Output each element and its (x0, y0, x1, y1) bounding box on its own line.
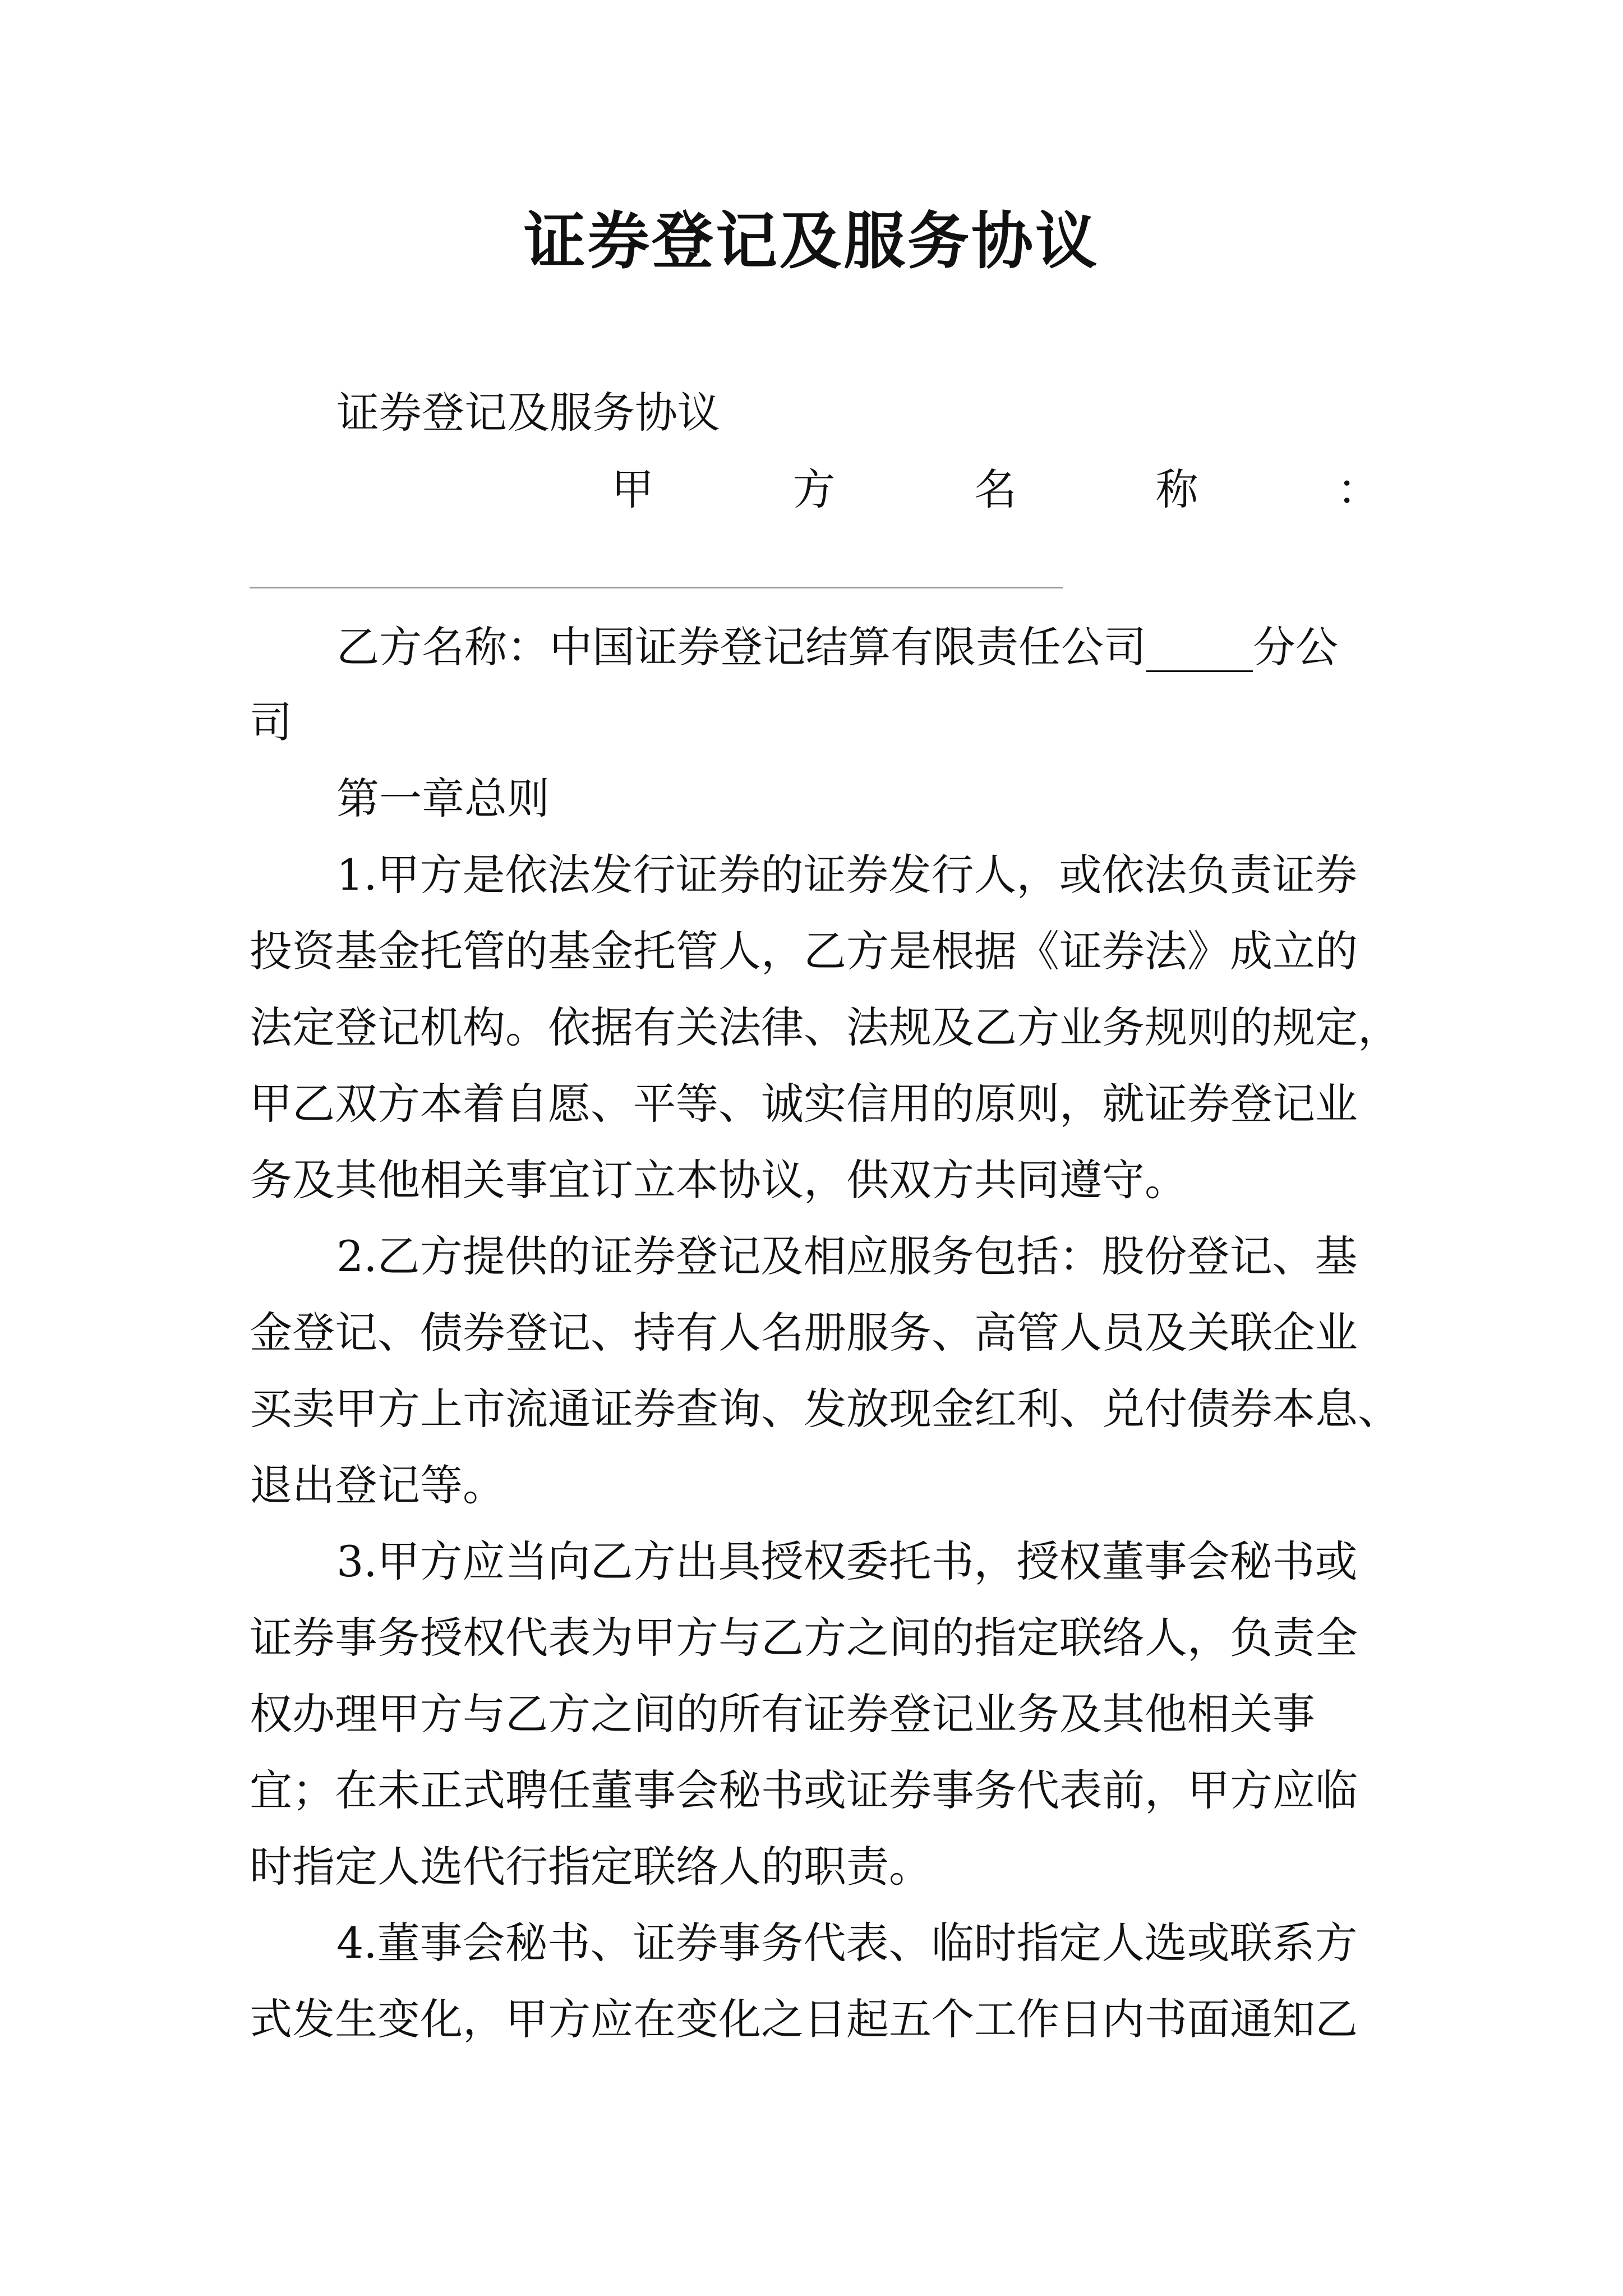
party-a-char: 方 (792, 464, 836, 514)
document-title: 证券登记及服务协议 (524, 205, 1099, 277)
paragraph-line: 权办理甲方与乙方之间的所有证券登记业务及其他相关事 (250, 1689, 1315, 1739)
document-subtitle: 证券登记及服务协议 (336, 388, 720, 438)
chapter-heading: 第一章总则 (336, 774, 550, 823)
paragraph-line: 甲乙双方本着自愿、平等、诚实信用的原则，就证券登记业 (250, 1079, 1358, 1129)
paragraph-line: 2.乙方提供的证券登记及相应服务包括：股份登记、基 (336, 1231, 1358, 1281)
paragraph-line: 4.董事会秘书、证券事务代表、临时指定人选或联系方 (336, 1918, 1358, 1968)
paragraph-line: 法定登记机构。依据有关法律、法规及乙方业务规则的规定， (250, 1002, 1400, 1052)
paragraph-line: 证券事务授权代表为甲方与乙方之间的指定联络人，负责全 (250, 1613, 1358, 1663)
paragraph-line: 1.甲方是依法发行证券的证券发行人，或依法负责证券 (336, 850, 1358, 900)
party-a-char: ： (1337, 464, 1380, 514)
paragraph-line: 金登记、债券登记、持有人名册服务、高管人员及关联企业 (250, 1308, 1358, 1358)
paragraph-line: 买卖甲方上市流通证券查询、发放现金红利、兑付债券本息、 (250, 1384, 1400, 1434)
party-a-char: 名 (974, 464, 1017, 514)
paragraph-line: 务及其他相关事宜订立本协议，供双方共同遵守。 (250, 1155, 1187, 1205)
paragraph-line: 3.甲方应当向乙方出具授权委托书，授权董事会秘书或 (336, 1536, 1358, 1586)
paragraph-line: 宜；在未正式聘任董事会秘书或证券事务代表前，甲方应临 (250, 1765, 1358, 1815)
party-a-blank-line (250, 587, 1063, 588)
party-a-char: 称 (1155, 464, 1198, 514)
party-a-char: 甲 (611, 464, 654, 514)
party-b-line: 乙方名称：中国证券登记结算有限责任公司_____分公 (336, 622, 1338, 672)
party-b-line: 司 (250, 697, 292, 747)
paragraph-line: 投资基金托管的基金托管人，乙方是根据《证券法》成立的 (250, 926, 1358, 976)
party-a-label (611, 462, 1380, 518)
paragraph-line: 时指定人选代行指定联络人的职责。 (250, 1842, 932, 1892)
paragraph-line: 式发生变化，甲方应在变化之日起五个工作日内书面通知乙 (250, 1994, 1358, 2044)
paragraph-line: 退出登记等。 (250, 1460, 505, 1510)
